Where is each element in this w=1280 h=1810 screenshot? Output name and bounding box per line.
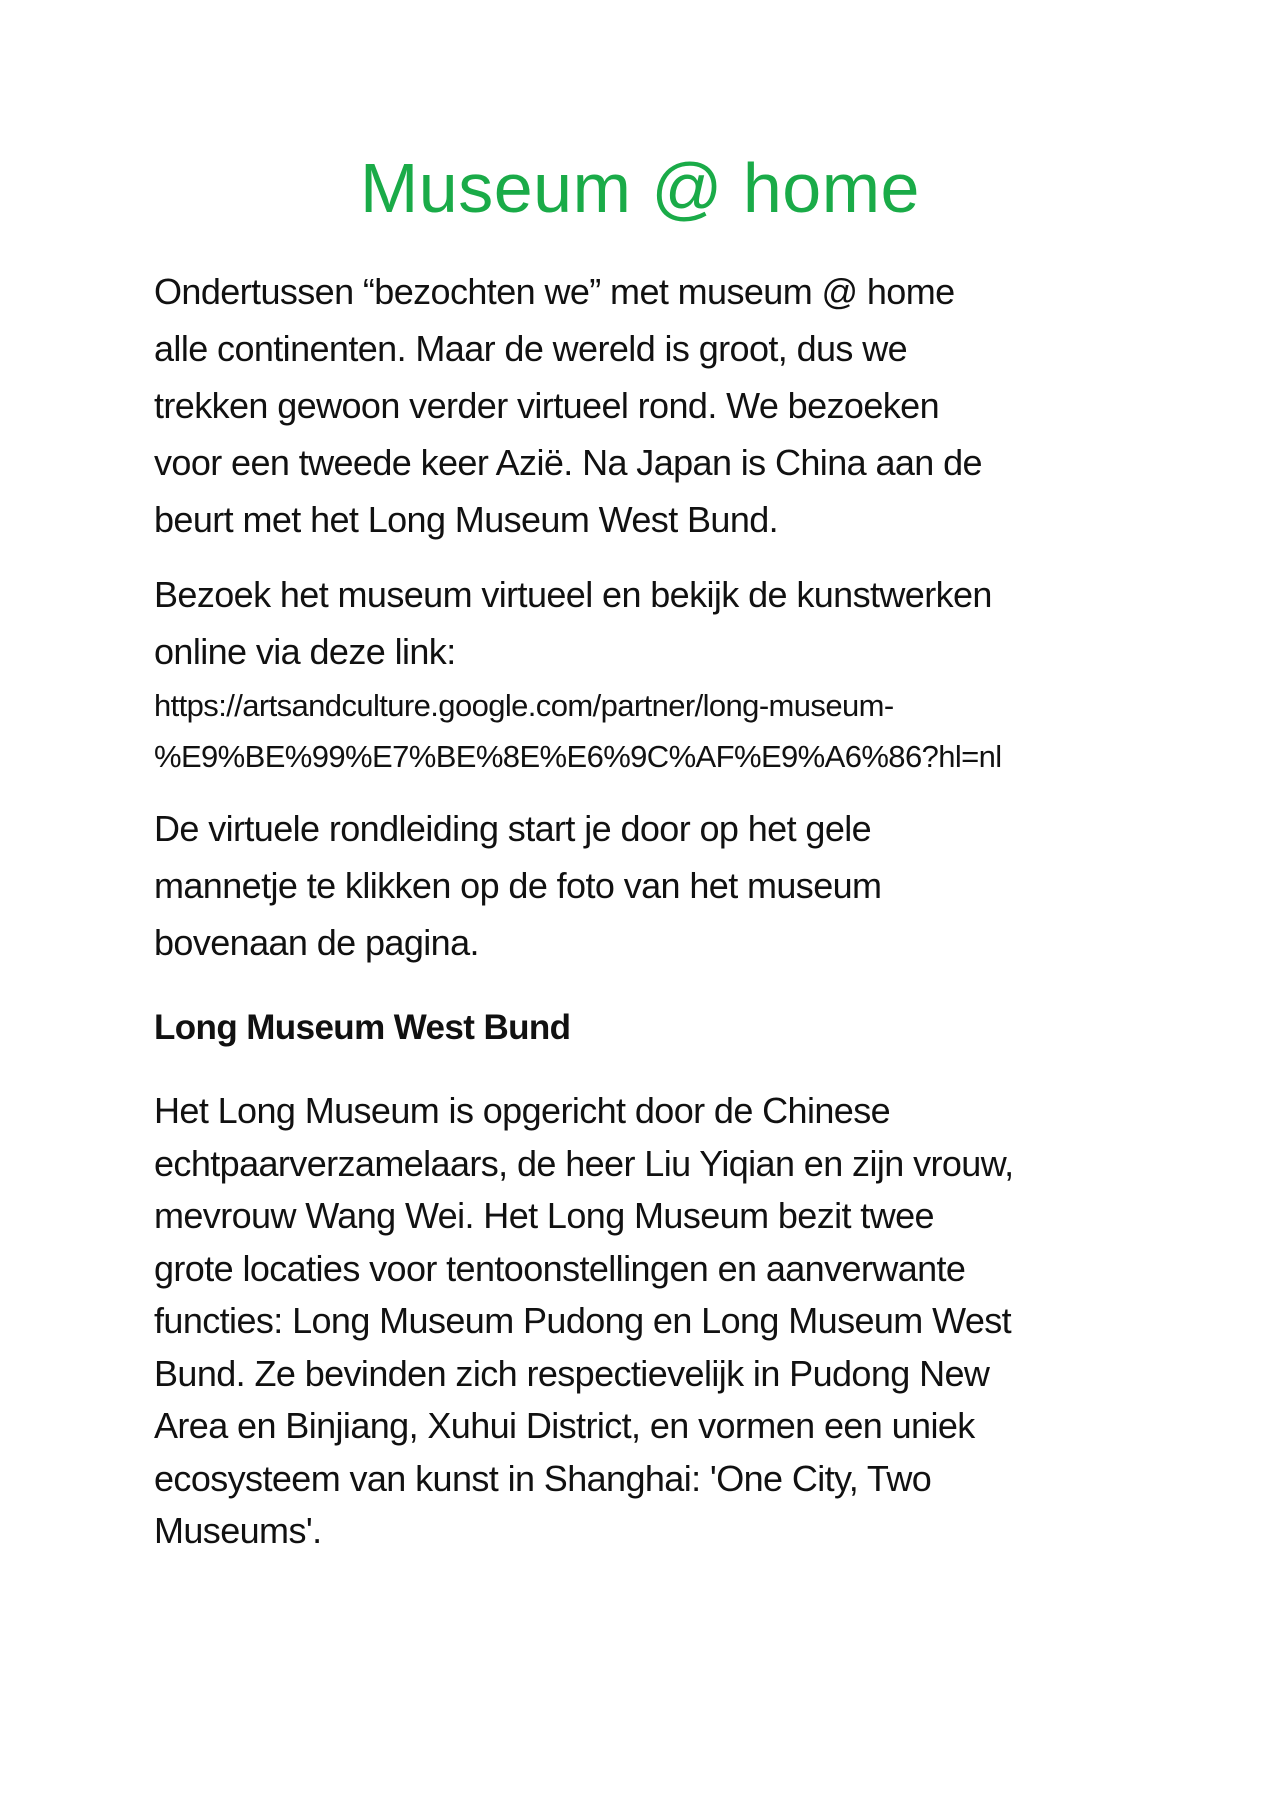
text-line: bovenaan de pagina. xyxy=(154,922,479,963)
visit-paragraph xyxy=(154,566,1154,680)
text-line: mannetje te klikken op de foto van het museum xyxy=(154,865,882,906)
link-line[interactable]: %E9%BE%99%E7%BE%8E%E6%9C%AF%E9%A6%86?hl=nl xyxy=(154,739,1002,774)
text-line: alle continenten. Maar de wereld is groot, dus we xyxy=(154,328,908,369)
text-line: mevrouw Wang Wei. Het Long Museum bezit twee xyxy=(154,1195,934,1236)
text-line: beurt met het Long Museum West Bund. xyxy=(154,499,779,540)
link-line[interactable]: https://artsandculture.google.com/partner/long-museum- xyxy=(154,688,894,723)
tour-paragraph xyxy=(154,800,1154,971)
section-heading: Long Museum West Bund xyxy=(154,1008,571,1047)
text-line: Area en Binjiang, Xuhui District, en vormen een uniek xyxy=(154,1405,975,1446)
museum-link[interactable] xyxy=(154,680,1154,782)
text-line: Bund. Ze bevinden zich respectievelijk in Pudong New xyxy=(154,1352,990,1394)
text-line: Bezoek het museum virtueel en bekijk de kunstwerken xyxy=(154,574,992,615)
text-line: ecosysteem van kunst in Shanghai: 'One City, Two xyxy=(154,1457,932,1499)
page-title: Museum @ home xyxy=(360,149,920,227)
text-line: Het Long Museum is opgericht door de Chinese xyxy=(154,1090,891,1131)
text-line: functies: Long Museum Pudong en Long Museum West xyxy=(154,1300,1012,1341)
text-line: online via deze link: xyxy=(154,631,456,672)
text-line: Ondertussen “bezochten we” met museum @ home xyxy=(154,271,955,312)
text-line: grote locaties voor tentoonstellingen en aanverwante xyxy=(154,1247,966,1289)
text-line: De virtuele rondleiding start je door op het gele xyxy=(154,808,872,849)
text-line: echtpaarverzamelaars, de heer Liu Yiqian en zijn vrouw, xyxy=(154,1142,1014,1184)
about-paragraph xyxy=(154,1085,1154,1558)
text-line: trekken gewoon verder virtueel rond. We bezoeken xyxy=(154,385,939,426)
text-line: voor een tweede keer Azië. Na Japan is China aan de xyxy=(154,442,982,483)
text-line: Museums'. xyxy=(154,1510,322,1551)
intro-paragraph xyxy=(154,263,1154,548)
